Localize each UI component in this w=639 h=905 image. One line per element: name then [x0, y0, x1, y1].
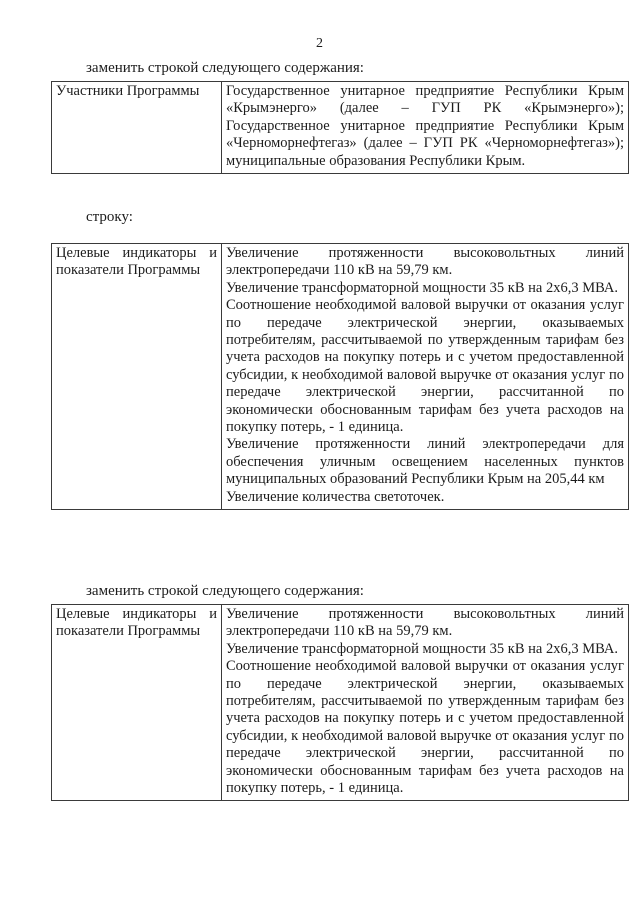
- old-indicators-label-cell: Целевые индикаторы и показатели Программы: [52, 244, 222, 510]
- table-row: [52, 82, 629, 174]
- new-indicators-content-cell: [222, 605, 629, 801]
- intro-line-text: строку:: [86, 209, 133, 225]
- old-indicator-paragraph: Увеличение протяженности линий электропередачи для обеспечения уличным освещением населенных пунктов муниципальных образований Республики Крым на 205,44 км: [226, 436, 624, 488]
- participants-content-cell: [222, 82, 629, 174]
- new-indicator-paragraph: Увеличение протяженности высоковольтных линий электропередачи 110 кВ на 59,79 км.: [226, 606, 624, 640]
- old-indicators-content-cell: [222, 244, 629, 510]
- old-indicator-paragraph: Увеличение трансформаторной мощности 35 кВ на 2x6,3 МВА.: [226, 279, 618, 296]
- page-number: 2: [316, 36, 323, 51]
- table-row: [52, 244, 629, 510]
- intro-replace-text-2: заменить строкой следующего содержания:: [86, 583, 364, 599]
- new-indicator-paragraph: Соотношение необходимой валовой выручки от оказания услуг по передаче электрической энергии, оказываемых потребителям, рассчитываемой по утвержденным тарифам без учета расходов на покупку потерь и с учетом предоставленной субсидии, к необходимой валовой выручке от оказания услуг по передаче электрической энергии, рассчитанной по экономически обоснованным тарифам без учета расходов на покупку потерь, - 1 единица.: [226, 658, 624, 797]
- old-indicator-paragraph: Увеличение протяженности высоковольтных линий электропередачи 110 кВ на 59,79 км.: [226, 245, 624, 279]
- old-indicators-table: [51, 243, 629, 510]
- old-indicator-paragraph: Увеличение количества светоточек.: [226, 488, 445, 505]
- new-indicators-label-cell: Целевые индикаторы и показатели Программы: [52, 605, 222, 801]
- table-row: [52, 605, 629, 801]
- participants-paragraph: Государственное унитарное предприятие Республики Крым «Крымэнерго» (далее – ГУП РК «Крымэнерго»); Государственное унитарное предприятие Республики Крым «Черноморнефтегаз» (далее – ГУП РК «Черноморнефтегаз»); муниципальные образования Республики Крым.: [226, 83, 624, 169]
- intro-replace-text-1: заменить строкой следующего содержания:: [86, 60, 364, 76]
- old-indicator-paragraph: Соотношение необходимой валовой выручки от оказания услуг по передаче электрической энергии, оказываемых потребителям, рассчитываемой по утвержденным тарифам без учета расходов на покупку потерь и с учетом предоставленной субсидии, к необходимой валовой выручке от оказания услуг по передаче электрической энергии, рассчитанной по экономически обоснованным тарифам без учета расходов на покупку потерь, - 1 единица.: [226, 297, 624, 436]
- new-indicator-paragraph: Увеличение трансформаторной мощности 35 кВ на 2x6,3 МВА.: [226, 640, 618, 657]
- participants-table: [51, 81, 629, 174]
- new-indicators-table: [51, 604, 629, 801]
- participants-label-cell: Участники Программы: [52, 82, 222, 174]
